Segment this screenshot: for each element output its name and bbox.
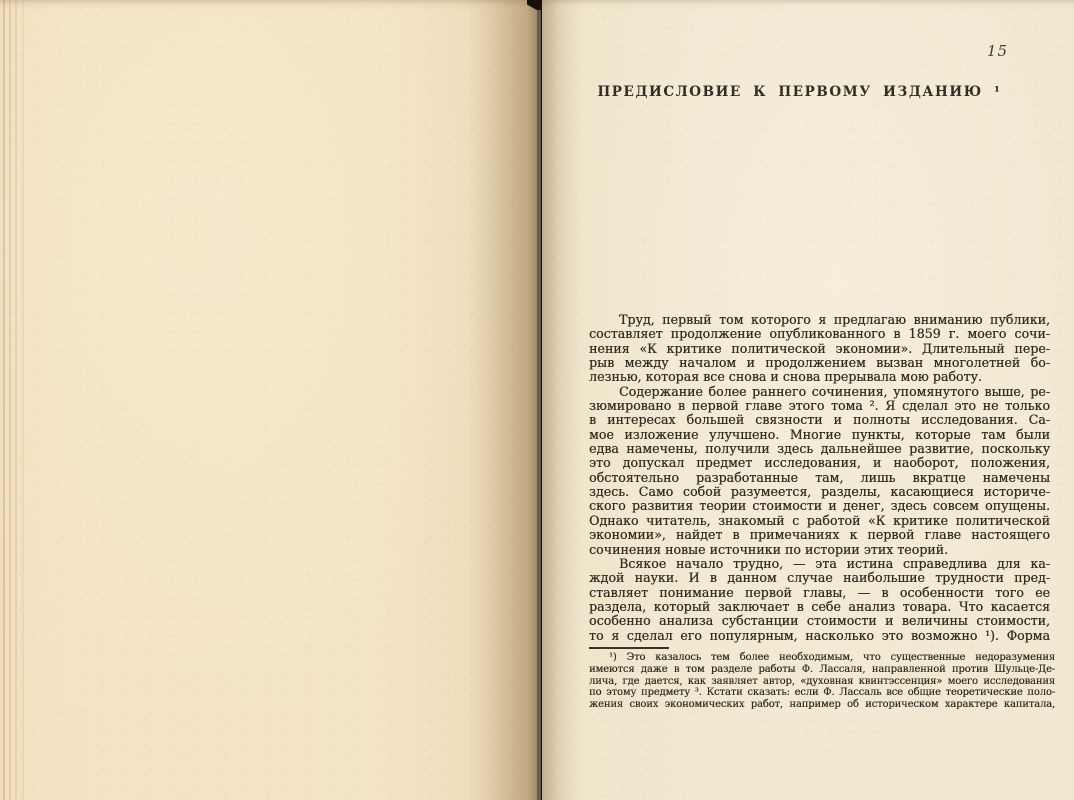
body-line: Труд, первый том которого я предлагаю вниманию публики,	[619, 312, 1050, 327]
body-line: составляет продолжение опубликованного в 1859 г. моего сочи-	[589, 326, 1050, 342]
right-page	[542, 0, 1074, 800]
body-line: ского развития теории стоимости и денег, здесь совсем опущены.	[589, 498, 1050, 514]
body-line: Однако читатель, знакомый с работой «К критике политической	[589, 512, 1050, 528]
body-line: то я сделал его популярным, насколько это возможно ¹). Форма	[589, 627, 1050, 643]
body-line: обстоятельно разработанные там, лишь вкратце намечены	[589, 469, 1050, 485]
body-line: раздела, который заключает в себе анализ товара. Что касается	[589, 598, 1050, 614]
footnote-separator	[589, 647, 669, 649]
body-line: ждой науки. И в данном случае наибольшие трудности пред-	[589, 570, 1050, 586]
footnote-line: лича, где дается, как заявляет автор, «духовная квинтэссенция» моего исследования	[589, 675, 1055, 687]
body-line: особенно анализа субстанции стоимости и величины стоимости,	[589, 613, 1050, 629]
body-line: ставляет понимание первой главы, — в особенности того ее	[589, 584, 1050, 600]
footnote-line: жения своих экономических работ, например об историческом характере капитала,	[589, 699, 1055, 711]
body-line: сочинения новые источники по истории этих теорий.	[589, 541, 949, 557]
body-line: нения «К критике политической экономии». Длительный пере-	[589, 340, 1050, 356]
body-line: в интересах большей связности и полноты исследования. Са-	[589, 412, 1050, 428]
page-stack-edge	[15, 0, 17, 800]
page-stack-edge	[9, 0, 11, 800]
footnote-text	[589, 652, 1055, 711]
gutter-shadow	[468, 0, 537, 800]
body-line: это допускал предмет исследования, и наоборот, положения,	[589, 455, 1050, 471]
body-line: Всякое начало трудно, — эта истина справедлива для ка-	[619, 555, 1050, 571]
body-line: Содержание более раннего сочинения, упомянутого выше, ре-	[619, 383, 1050, 399]
book-spine-gutter	[537, 0, 541, 800]
body-line: рыв между началом и продолжением вызван многолетней бо-	[589, 355, 1050, 371]
body-line: лезнью, которая все снова и снова прерывала мою работу.	[589, 369, 982, 385]
page-stack-edge	[22, 0, 24, 800]
body-line: экономии», найдет в примечаниях к первой главе настоящего	[589, 527, 1050, 543]
body-text	[589, 313, 1050, 643]
body-line: зюмировано в первой главе этого тома ². Я сделал это не только	[589, 398, 1050, 414]
body-line: здесь. Само собой разумеется, разделы, касающиеся историче-	[589, 484, 1050, 500]
body-line: мое изложение улучшено. Многие пункты, которые там были	[589, 426, 1050, 442]
footnote-line: ¹) Это казалось тем более необходимым, что существенные недоразумения	[609, 652, 1055, 663]
body-line: едва намечены, получили здесь дальнейшее развитие, поскольку	[589, 441, 1050, 457]
chapter-title: ПРЕДИСЛОВИЕ К ПЕРВОМУ ИЗДАНИЮ ¹	[597, 84, 1002, 100]
page-stack-edge	[3, 0, 5, 800]
gutter-shadow	[542, 0, 582, 800]
footnote-line: имеются даже в том разделе работы Ф. Лассаля, направленной против Шульце-Де-	[589, 663, 1055, 675]
footnote-line: по этому предмету ³. Кстати сказать: если Ф. Лассаль все общие теоретические поло-	[589, 687, 1055, 699]
page-number: 15	[986, 42, 1008, 60]
